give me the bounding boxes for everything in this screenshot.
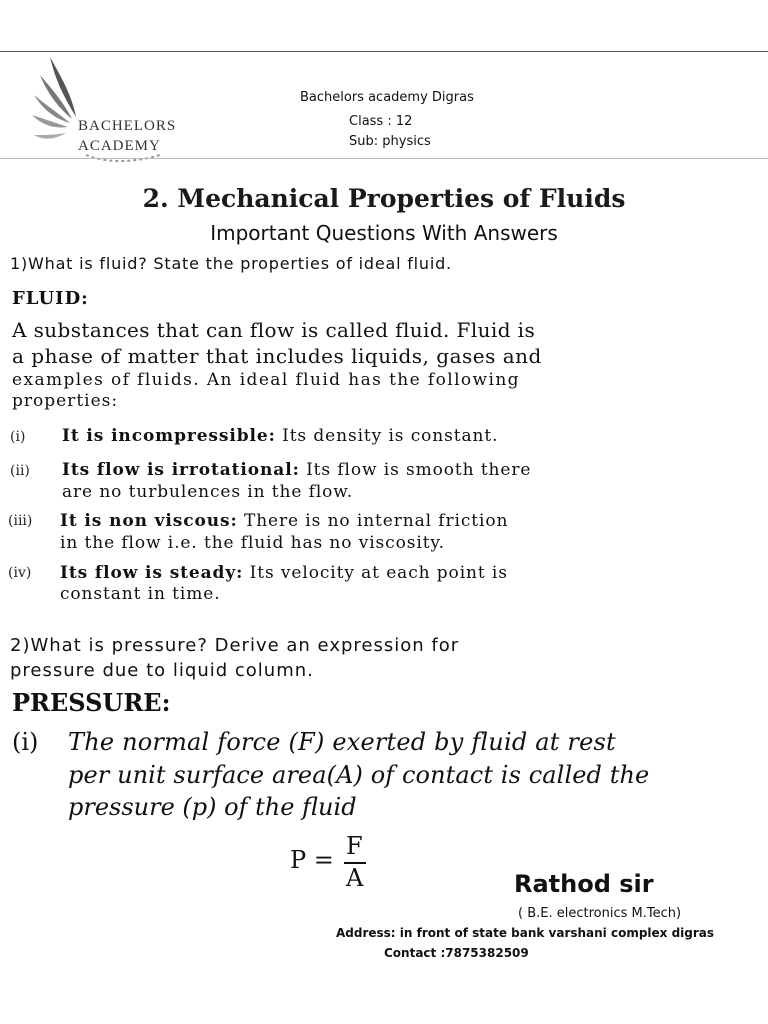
property-2-term: Its flow is irrotational: (62, 460, 300, 480)
logo-text-line2: ACADEMY (78, 138, 161, 154)
property-1-line-1 (62, 426, 498, 446)
logo-text-line1: BACHELORS (78, 118, 177, 134)
question-1: 1)What is fluid? State the properties of ideal fluid. (10, 254, 452, 273)
property-2-line-2: are no turbulences in the flow. (62, 482, 354, 502)
property-3-line-2: in the flow i.e. the fluid has no viscosity. (60, 533, 445, 553)
property-2-line-1 (62, 460, 531, 480)
property-2-text: Its flow is smooth there (306, 460, 532, 480)
fluid-heading: FLUID: (12, 288, 89, 309)
pressure-definition-line-2: per unit surface area(A) of contact is called the (68, 761, 650, 789)
subject-label: Sub: physics (349, 134, 431, 149)
property-3-line-1 (60, 511, 508, 531)
property-4-term: Its flow is steady: (60, 563, 244, 583)
property-4-line-2: constant in time. (60, 584, 221, 604)
pressure-heading: PRESSURE: (12, 688, 171, 717)
property-2-number: (ii) (10, 463, 30, 479)
chapter-title: 2. Mechanical Properties of Fluids (142, 184, 626, 213)
property-4-number: (iv) (8, 565, 32, 581)
school-name: Bachelors academy Digras (300, 90, 474, 105)
property-3-term: It is non viscous: (60, 511, 238, 531)
header-rule (0, 158, 768, 159)
property-3-text: There is no internal friction (243, 511, 509, 531)
author-name: Rathod sir (514, 870, 654, 898)
top-rule (0, 51, 768, 52)
pressure-definition-line-3: pressure (p) of the fluid (68, 793, 357, 821)
fluid-paragraph-line-1: A substances that can flow is called fluid. Fluid is (12, 318, 536, 342)
subtitle: Important Questions With Answers (210, 221, 558, 245)
property-4-line-1 (60, 563, 508, 583)
property-3-number: (iii) (8, 513, 33, 529)
formula-denominator: A (346, 864, 364, 892)
property-1-number: (i) (10, 429, 26, 445)
fluid-paragraph-line-3: examples of fluids. An ideal fluid has the following (12, 370, 520, 390)
question-2-line-2: pressure due to liquid column. (10, 660, 314, 681)
fluid-paragraph-line-4: properties: (12, 391, 119, 411)
contact-line: Contact :7875382509 (384, 946, 529, 960)
address-line: Address: in front of state bank varshani complex digras (336, 926, 715, 940)
property-4-text: Its velocity at each point is (249, 563, 508, 583)
question-2-line-1: 2)What is pressure? Derive an expression for (10, 635, 460, 656)
author-credentials: ( B.E. electronics M.Tech) (518, 906, 682, 921)
fluid-paragraph-line-2: a phase of matter that includes liquids, gases and (12, 344, 542, 368)
formula-lhs: P = (290, 846, 334, 874)
property-1-term: It is incompressible: (62, 426, 276, 446)
property-1-text: Its density is constant. (282, 426, 499, 446)
formula-numerator: F (346, 832, 363, 860)
class-label: Class : 12 (349, 114, 413, 129)
pressure-item-number: (i) (12, 728, 39, 756)
pressure-definition-line-1: The normal force (F) exerted by fluid at rest (68, 728, 616, 756)
